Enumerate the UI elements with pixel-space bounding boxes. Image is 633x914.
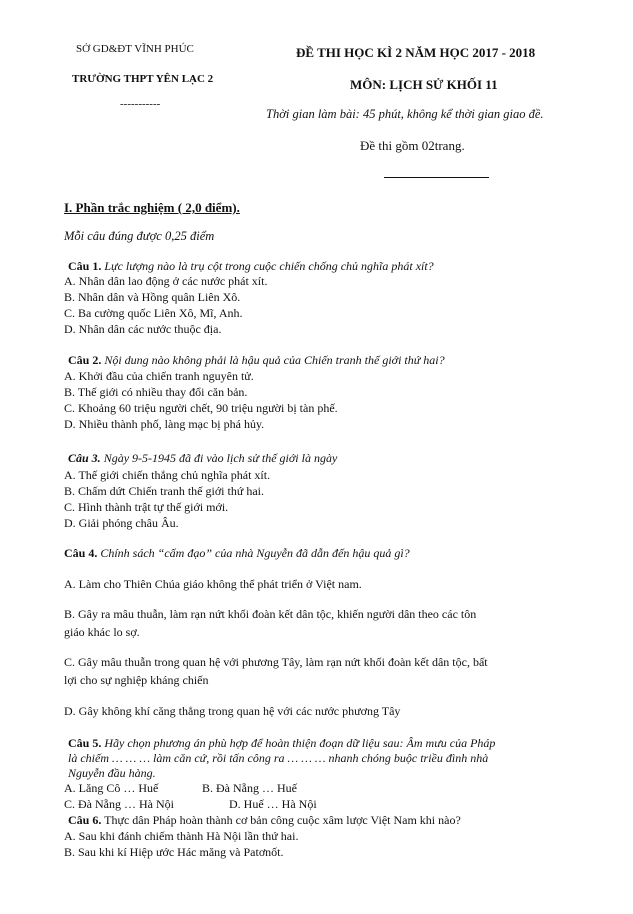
- q5-option-d: D. Huế … Hà Nội: [229, 797, 317, 811]
- question-label: Câu 4.: [64, 546, 98, 560]
- question-label: Câu 2.: [68, 353, 102, 367]
- question-text: Nội dung nào không phải là hậu quả của Chiến tranh thế giới thứ hai?: [104, 353, 445, 367]
- q1-option-a: A. Nhân dân lao động ở các nước phát xít.: [64, 274, 268, 288]
- q3-option-c: C. Hình thành trật tự thế giới mới.: [64, 500, 229, 514]
- pages-note: Đề thi gồm 02trang.: [360, 138, 465, 153]
- q5-option-b: B. Đà Nẵng … Huế: [202, 781, 297, 795]
- question-5: [68, 736, 495, 752]
- school-name: TRƯỜNG THPT YÊN LẠC 2: [72, 73, 214, 85]
- q2-option-b: B. Thế giới có nhiều thay đổi căn bản.: [64, 385, 248, 399]
- question-label: Câu 3.: [68, 451, 101, 465]
- q4-option-c-cont: lợi cho sự nghiệp kháng chiến: [64, 673, 209, 687]
- q6-option-b: B. Sau khi kí Hiệp ước Hác măng và Patơnốt.: [64, 845, 284, 859]
- q3-option-d: D. Giải phóng châu Âu.: [64, 516, 179, 530]
- exam-title: ĐỀ THI HỌC KÌ 2 NĂM HỌC 2017 - 2018: [296, 45, 536, 60]
- q6-option-a: A. Sau khi đánh chiếm thành Hà Nội lần thứ hai.: [64, 829, 299, 843]
- q3-option-a: A. Thế giới chiến thắng chủ nghĩa phát xít.: [64, 468, 271, 482]
- q4-option-a: A. Làm cho Thiên Chúa giáo không thể phát triển ở Việt nam.: [64, 577, 362, 591]
- q2-option-c: C. Khoảng 60 triệu người chết, 90 triệu người bị tàn phế.: [64, 401, 338, 415]
- question-label: Câu 5.: [68, 736, 102, 750]
- question-3: [68, 451, 337, 467]
- q1-option-c: C. Ba cường quốc Liên Xô, Mĩ, Anh.: [64, 306, 243, 320]
- q4-option-b-cont: giáo khác lo sợ.: [64, 625, 140, 639]
- q3-option-b: B. Chấm dứt Chiến tranh thế giới thứ hai.: [64, 484, 264, 498]
- q5-option-a: A. Lăng Cô … Huế: [64, 781, 159, 795]
- question-1: [68, 259, 434, 275]
- header-dashes: -----------: [120, 98, 161, 110]
- question-text: Lực lượng nào là trụ cột trong cuộc chiến chống chủ nghĩa phát xít?: [104, 259, 434, 273]
- q2-option-d: D. Nhiều thành phố, làng mạc bị phá hủy.: [64, 417, 265, 431]
- q2-option-a: A. Khởi đầu của chiến tranh nguyên tử.: [64, 369, 254, 383]
- question-5-line-3: Nguyễn đầu hàng.: [68, 766, 156, 780]
- question-text: Hãy chọn phương án phù hợp để hoàn thiện đoạn dữ liệu sau: Âm mưu của Pháp: [104, 736, 496, 750]
- department-name: SỞ GD&ĐT VĨNH PHÚC: [76, 43, 194, 55]
- q4-option-b: B. Gây ra mâu thuẫn, làm rạn nứt khối đoàn kết dân tộc, khiến người dân theo các tôn: [64, 607, 477, 621]
- header-rule: [384, 177, 489, 178]
- question-label: Câu 6.: [68, 813, 102, 827]
- question-text: Ngày 9-5-1945 đã đi vào lịch sử thế giới là ngày: [103, 451, 338, 465]
- question-2: [68, 353, 445, 369]
- subject-title: MÔN: LỊCH SỬ KHỐI 11: [350, 77, 498, 92]
- question-4: [64, 546, 410, 562]
- q1-option-d: D. Nhân dân các nước thuộc địa.: [64, 322, 222, 336]
- q4-option-c: C. Gây mâu thuẫn trong quan hệ với phương Tây, làm rạn nứt khối đoàn kết dân tộc, bất: [64, 655, 488, 669]
- question-text: Chính sách “cấm đạo” của nhà Nguyễn đã dẫn đến hậu quả gì?: [100, 546, 410, 560]
- q1-option-b: B. Nhân dân và Hồng quân Liên Xô.: [64, 290, 241, 304]
- q4-option-d: D. Gây không khí căng thẳng trong quan hệ với các nước phương Tây: [64, 704, 401, 718]
- time-note: Thời gian làm bài: 45 phút, không kể thời gian giao đề.: [266, 107, 544, 121]
- section-title: I. Phần trắc nghiệm ( 2,0 điểm).: [64, 200, 240, 215]
- question-text: Thực dân Pháp hoàn thành cơ bản công cuộc xâm lược Việt Nam khi nào?: [104, 813, 461, 827]
- question-6: [68, 813, 461, 829]
- q5-option-c: C. Đà Nẵng … Hà Nội: [64, 797, 174, 811]
- scoring-note: Mỗi câu đúng được 0,25 điểm: [64, 229, 215, 243]
- question-label: Câu 1.: [68, 259, 102, 273]
- question-5-line-2: là chiếm … … … làm căn cứ, rồi tấn công ra … … … nhanh chóng buộc triều đình nhà: [68, 751, 489, 765]
